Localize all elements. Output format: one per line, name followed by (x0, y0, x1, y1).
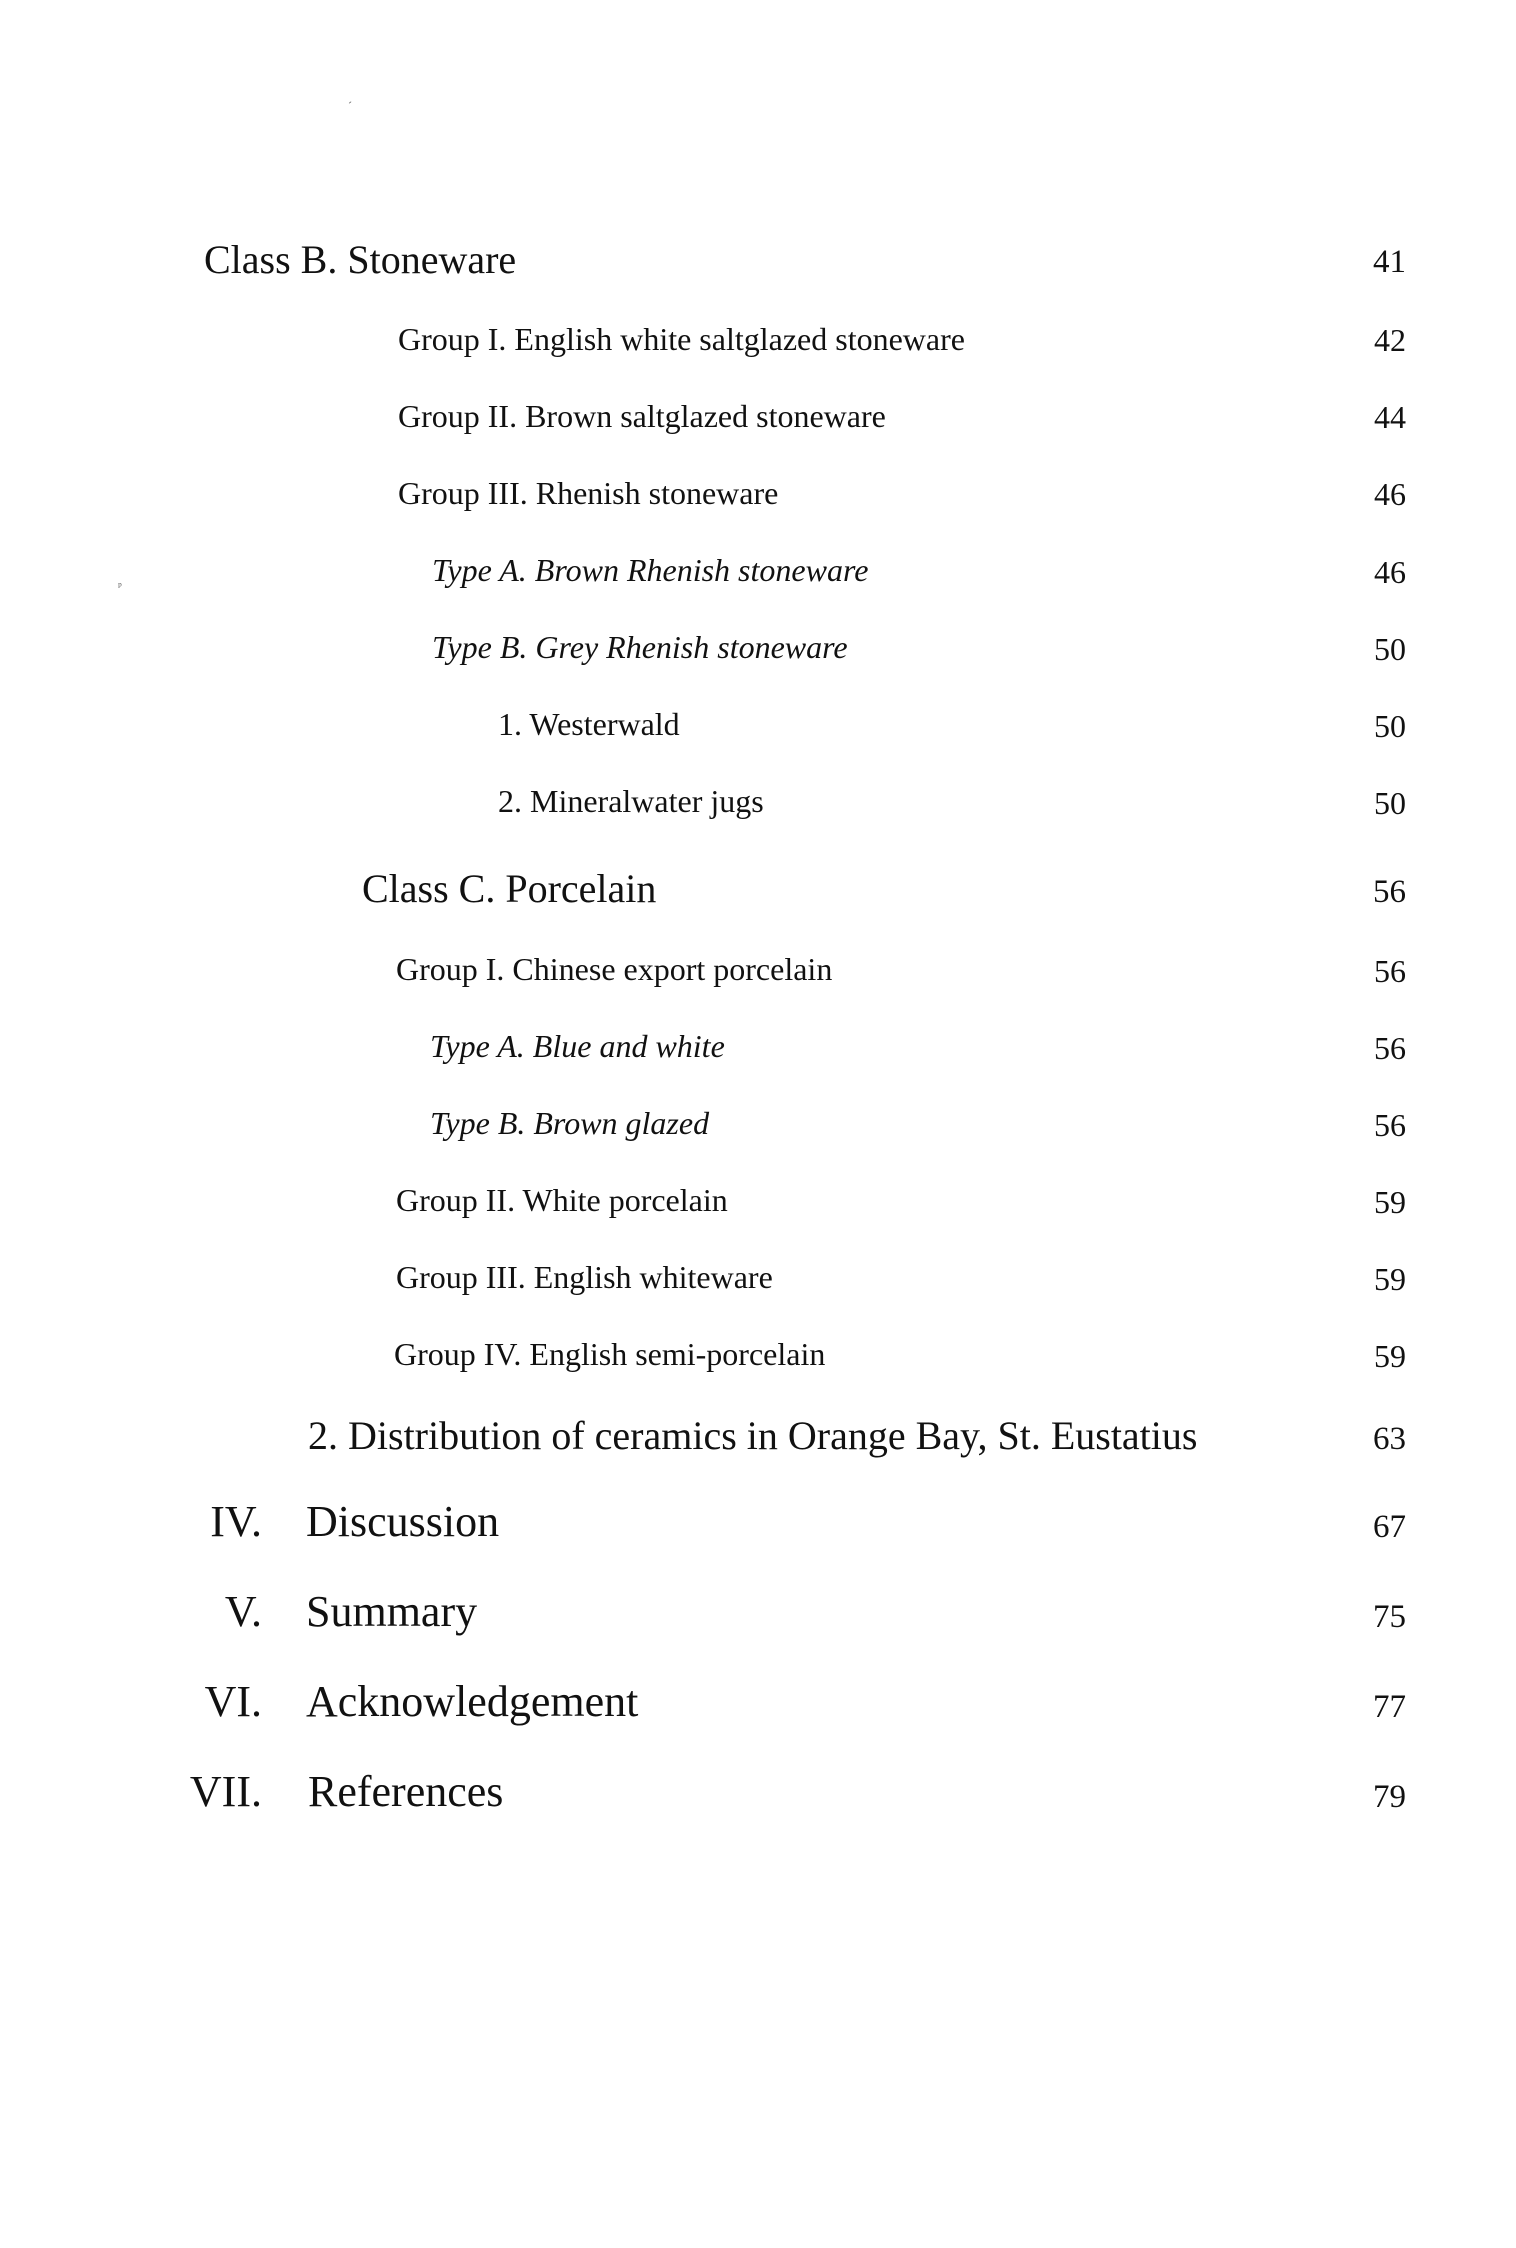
toc-entry-type: Type A. Brown Rhenish stoneware (432, 552, 869, 588)
toc-page-number: 59 (1374, 1338, 1406, 1374)
toc-page-number: 75 (1373, 1599, 1406, 1635)
toc-page-number: 50 (1374, 785, 1406, 821)
toc-entry-type: Type B. Brown glazed (430, 1105, 710, 1141)
toc-entry-chapter: Acknowledgement (306, 1677, 639, 1726)
toc-entry-group: Group II. Brown saltglazed stoneware (398, 398, 886, 434)
chapter-numeral: VI. (204, 1677, 262, 1726)
toc-entry-item: 1. Westerwald (498, 706, 680, 742)
toc-page-number: 77 (1373, 1689, 1406, 1725)
toc-entry-section: 2. Distribution of ceramics in Orange Bay, St. Eustatius (308, 1413, 1198, 1458)
toc-page-number: 56 (1374, 1107, 1406, 1143)
toc-page-number: 56 (1373, 874, 1406, 910)
toc-page-number: 63 (1373, 1421, 1406, 1457)
toc-entry-class-c: Class C. Porcelain (362, 866, 657, 911)
toc-entry-chapter: Discussion (306, 1497, 500, 1546)
toc-page-number: 46 (1374, 554, 1406, 590)
toc-entry-group: Group I. Chinese export porcelain (396, 951, 833, 987)
chapter-numeral: VII. (189, 1767, 262, 1816)
toc-entry-group: Group III. Rhenish stoneware (398, 475, 779, 511)
chapter-numeral: V. (224, 1587, 262, 1636)
scan-speck: ᵖ (118, 579, 122, 593)
toc-page-number: 50 (1374, 708, 1406, 744)
toc-entry-item: 2. Mineralwater jugs (498, 783, 764, 819)
toc-page-number: 44 (1374, 399, 1406, 435)
toc-entry-group: Group IV. English semi-porcelain (394, 1336, 826, 1372)
toc-page-number: 59 (1374, 1184, 1406, 1220)
toc-entry-type: Type B. Grey Rhenish stoneware (432, 629, 848, 665)
toc-page-number: 67 (1373, 1509, 1406, 1545)
toc-page-number: 41 (1373, 244, 1406, 280)
scan-speck: ˊ (348, 99, 352, 113)
toc-page-number: 46 (1374, 476, 1406, 512)
toc-page-number: 50 (1374, 631, 1406, 667)
toc-page-number: 59 (1374, 1261, 1406, 1297)
toc-entry-class-b: Class B. Stoneware (204, 237, 517, 282)
toc-entry-group: Group II. White porcelain (396, 1182, 728, 1218)
toc-entry-chapter: References (308, 1767, 504, 1816)
toc-page-number: 79 (1373, 1779, 1406, 1815)
chapter-numeral: IV. (210, 1497, 262, 1546)
toc-page-number: 42 (1374, 322, 1406, 358)
toc-entry-group: Group I. English white saltglazed stoneware (398, 321, 965, 357)
toc-entry-type: Type A. Blue and white (430, 1028, 725, 1064)
toc-entry-chapter: Summary (306, 1587, 478, 1636)
toc-page-number: 56 (1374, 953, 1406, 989)
toc-entry-group: Group III. English whiteware (396, 1259, 773, 1295)
toc-page-number: 56 (1374, 1030, 1406, 1066)
